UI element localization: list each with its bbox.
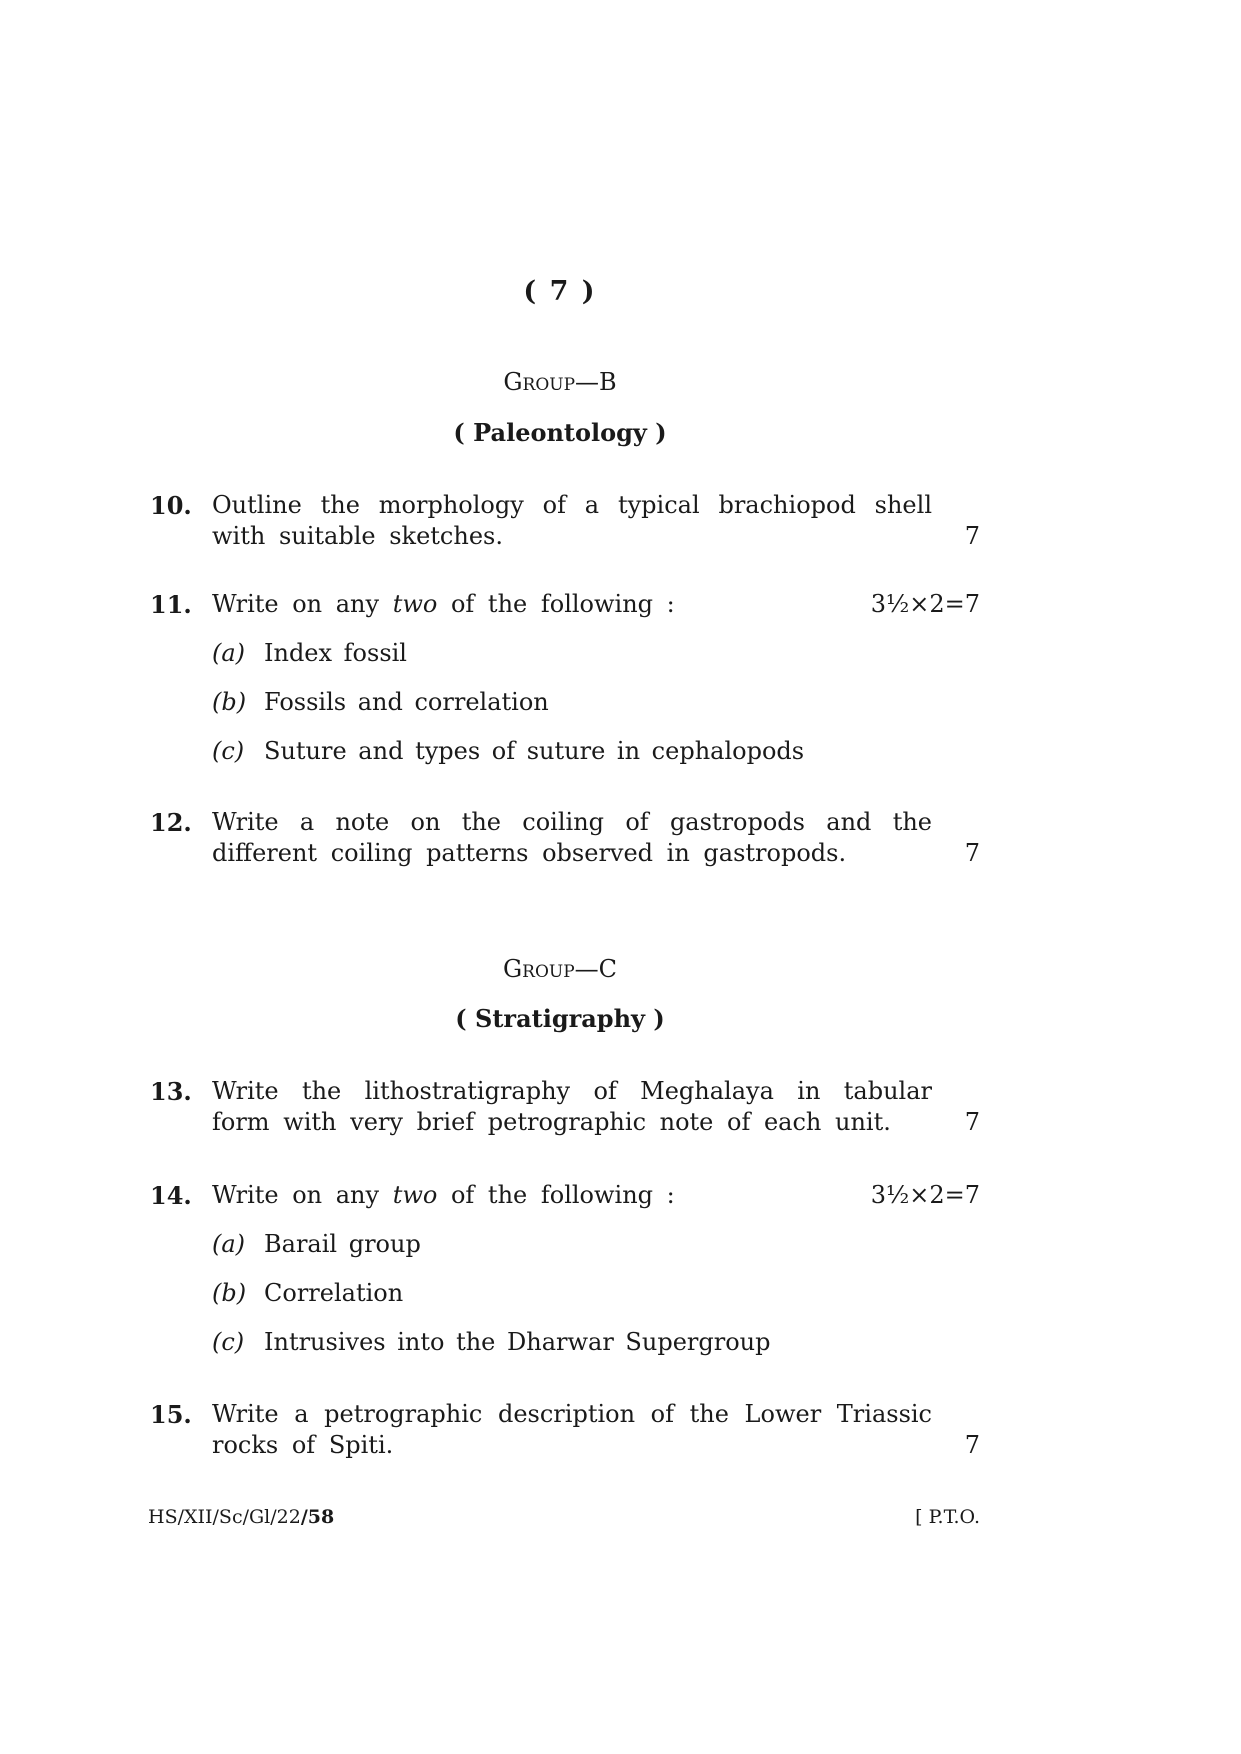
question-text: Write on any two of the following : bbox=[212, 1181, 675, 1209]
question-number: 15. bbox=[150, 1400, 192, 1429]
question-11 bbox=[150, 589, 980, 620]
group-b-subject: ( Paleontology ) bbox=[453, 418, 667, 447]
question-text: Write a note on the coiling of gastropods and the different coiling patterns observed in gastropods. bbox=[212, 808, 932, 867]
question-number: 12. bbox=[150, 808, 192, 837]
question-marks: 7 bbox=[964, 1431, 980, 1459]
sub-question-11a bbox=[212, 638, 407, 669]
question-number: 14. bbox=[150, 1181, 192, 1210]
sub-question-11b bbox=[212, 687, 549, 718]
question-15 bbox=[150, 1399, 980, 1461]
sub-text: Fossils and correlation bbox=[264, 688, 549, 716]
question-12 bbox=[150, 807, 980, 869]
question-14 bbox=[150, 1180, 980, 1211]
question-marks: 7 bbox=[964, 839, 980, 867]
question-text: Outline the morphology of a typical brachiopod shell with suitable sketches. bbox=[212, 491, 932, 550]
sub-text: Suture and types of suture in cephalopods bbox=[264, 737, 805, 765]
group-c-subject: ( Stratigraphy ) bbox=[455, 1004, 665, 1033]
question-text: Write the lithostratigraphy of Meghalaya in tabular form with very brief petrographic note of each unit. bbox=[212, 1077, 932, 1136]
question-13 bbox=[150, 1076, 980, 1138]
sub-text: Index fossil bbox=[264, 639, 407, 667]
question-text: Write a petrographic description of the Lower Triassic rocks of Spiti. bbox=[212, 1400, 932, 1459]
sub-question-14c bbox=[212, 1327, 770, 1358]
question-number: 13. bbox=[150, 1077, 192, 1106]
paper-code: HS/XII/Sc/Gl/22/58 bbox=[148, 1506, 335, 1528]
group-c-heading: Group—C bbox=[502, 955, 618, 983]
sub-question-14a bbox=[212, 1229, 421, 1260]
pto-label: [ P.T.O. bbox=[915, 1506, 980, 1528]
sub-label: (b) bbox=[212, 688, 247, 716]
question-number: 11. bbox=[150, 590, 192, 619]
question-marks: 3½×2=7 bbox=[870, 590, 980, 618]
group-b-heading: Group—B bbox=[503, 368, 617, 396]
question-marks: 3½×2=7 bbox=[870, 1181, 980, 1209]
sub-label: (b) bbox=[212, 1279, 247, 1307]
page-number: ( 7 ) bbox=[523, 276, 597, 307]
question-number: 10. bbox=[150, 491, 192, 520]
sub-label: (a) bbox=[212, 639, 246, 667]
sub-text: Correlation bbox=[264, 1279, 404, 1307]
sub-label: (c) bbox=[212, 1328, 245, 1356]
sub-label: (c) bbox=[212, 737, 245, 765]
question-text: Write on any two of the following : bbox=[212, 590, 675, 618]
sub-question-14b bbox=[212, 1278, 403, 1309]
question-marks: 7 bbox=[964, 522, 980, 550]
question-marks: 7 bbox=[964, 1108, 980, 1136]
sub-label: (a) bbox=[212, 1230, 246, 1258]
sub-text: Intrusives into the Dharwar Supergroup bbox=[264, 1328, 771, 1356]
sub-question-11c bbox=[212, 736, 804, 767]
sub-text: Barail group bbox=[264, 1230, 421, 1258]
question-10 bbox=[150, 490, 980, 552]
